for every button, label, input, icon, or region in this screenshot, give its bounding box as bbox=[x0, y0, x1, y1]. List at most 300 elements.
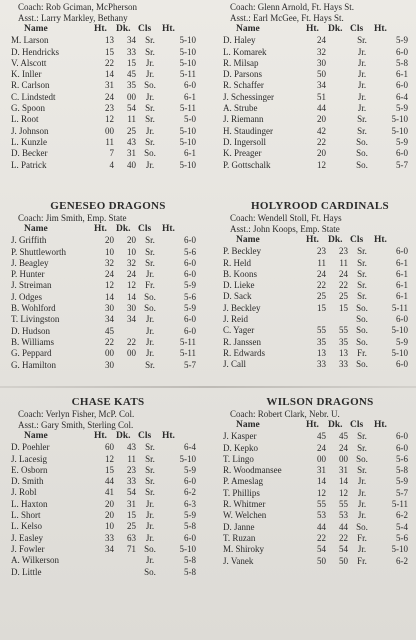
player-class: Jr. bbox=[357, 80, 367, 91]
player-row bbox=[10, 487, 206, 498]
player-height: 6-4 bbox=[396, 91, 408, 102]
player-height: 5-10 bbox=[179, 57, 196, 68]
player-class: Fr. bbox=[357, 347, 367, 358]
player-number: 32 bbox=[317, 46, 326, 57]
player-name: G. Peppard bbox=[11, 348, 52, 359]
player-number: 24 bbox=[317, 35, 326, 46]
player-row bbox=[222, 80, 416, 91]
player-class: So. bbox=[144, 291, 156, 302]
page-fold bbox=[0, 386, 416, 388]
player-number-dark: 33 bbox=[127, 476, 136, 487]
player-number: 20 bbox=[105, 510, 114, 521]
player-height: 5-10 bbox=[391, 347, 408, 358]
player-height: 5-4 bbox=[396, 521, 408, 532]
player-row bbox=[222, 280, 416, 291]
player-number-dark: 15 bbox=[127, 57, 136, 68]
player-number-dark: 25 bbox=[127, 521, 136, 532]
player-name: J. Johnson bbox=[11, 125, 49, 136]
player-number-dark: 45 bbox=[339, 431, 348, 442]
player-class: Jr. bbox=[357, 103, 367, 114]
player-name: R. Whitmer bbox=[223, 499, 266, 510]
player-number: 00 bbox=[317, 453, 326, 464]
player-class: Jr. bbox=[357, 91, 367, 102]
coach-line: Asst.: John Koops, Emp. State bbox=[230, 224, 340, 234]
column-header: Dk. bbox=[116, 224, 131, 234]
player-class: Jr. bbox=[145, 57, 155, 68]
player-number-dark: 35 bbox=[339, 336, 348, 347]
player-number: 00 bbox=[105, 125, 114, 136]
player-number-dark: 14 bbox=[127, 291, 136, 302]
player-class: Sr. bbox=[145, 453, 155, 464]
player-height: 5-7 bbox=[184, 359, 196, 370]
player-number: 41 bbox=[105, 487, 114, 498]
player-height: 5-9 bbox=[184, 510, 196, 521]
player-height: 5-7 bbox=[396, 159, 408, 170]
player-name: G. Hamilton bbox=[11, 359, 56, 370]
player-row bbox=[10, 103, 206, 114]
player-height: 6-1 bbox=[396, 291, 408, 302]
player-name: M. Shiroky bbox=[223, 544, 265, 555]
team-name: HOLYROOD CARDINALS bbox=[251, 200, 389, 212]
player-height: 6-0 bbox=[184, 80, 196, 91]
player-class: So. bbox=[356, 521, 368, 532]
player-class: Sr. bbox=[357, 246, 367, 257]
player-row bbox=[222, 454, 416, 465]
player-height: 6-1 bbox=[396, 268, 408, 279]
roster-header bbox=[222, 235, 416, 246]
player-height: 6-0 bbox=[396, 80, 408, 91]
player-number: 20 bbox=[317, 148, 326, 159]
player-row bbox=[222, 337, 416, 348]
player-height: 5-10 bbox=[179, 453, 196, 464]
player-name: K. Preager bbox=[223, 148, 262, 159]
player-row bbox=[10, 499, 206, 510]
player-class: Sr. bbox=[357, 465, 367, 476]
player-class: Jr. bbox=[145, 336, 155, 347]
player-height: 6-0 bbox=[184, 476, 196, 487]
player-row bbox=[10, 47, 206, 58]
player-row bbox=[10, 348, 206, 359]
player-number-dark: 10 bbox=[127, 246, 136, 257]
coach-line: Coach: Wendell Stoll, Ft. Hays bbox=[230, 213, 342, 223]
player-number: 20 bbox=[317, 114, 326, 125]
player-number-dark: 34 bbox=[127, 35, 136, 46]
player-height: 5-10 bbox=[179, 159, 196, 170]
player-name: T. Ruzan bbox=[223, 532, 256, 543]
player-number: 31 bbox=[105, 80, 114, 91]
player-number: 34 bbox=[317, 80, 326, 91]
player-height: 5-6 bbox=[184, 291, 196, 302]
player-name: R. Milsap bbox=[223, 57, 259, 68]
column-header: Name bbox=[236, 420, 260, 430]
player-number: 22 bbox=[317, 136, 326, 147]
player-number: 15 bbox=[105, 464, 114, 475]
column-header: Ht. bbox=[374, 235, 387, 245]
player-number: 24 bbox=[317, 268, 326, 279]
column-header: Ht. bbox=[162, 224, 175, 234]
player-name: J. Schessinger bbox=[223, 91, 274, 102]
player-class: Sr. bbox=[357, 125, 367, 136]
column-header: Ht. bbox=[162, 24, 175, 34]
player-row bbox=[222, 92, 416, 103]
player-name: J. Call bbox=[223, 359, 247, 370]
player-class: Jr. bbox=[145, 314, 155, 325]
player-row bbox=[222, 325, 416, 336]
column-header: Ht. bbox=[94, 224, 107, 234]
player-row bbox=[222, 303, 416, 314]
player-name: H. Staudinger bbox=[223, 125, 273, 136]
player-name: T. Livingston bbox=[11, 314, 60, 325]
player-row bbox=[222, 47, 416, 58]
player-height: 5-8 bbox=[184, 555, 196, 566]
player-name: R. Schaffer bbox=[223, 80, 264, 91]
player-number-dark: 12 bbox=[127, 280, 136, 291]
column-header: Name bbox=[24, 431, 48, 441]
player-height: 6-0 bbox=[396, 46, 408, 57]
player-name: J. Beckley bbox=[223, 302, 261, 313]
column-header: Dk. bbox=[116, 431, 131, 441]
player-row bbox=[222, 103, 416, 114]
player-number: 55 bbox=[317, 499, 326, 510]
player-number-dark: 63 bbox=[127, 532, 136, 543]
player-number: 00 bbox=[105, 348, 114, 359]
player-name: L. Haxton bbox=[11, 498, 48, 509]
player-name: P. Gottschalk bbox=[223, 159, 271, 170]
player-number: 20 bbox=[105, 235, 114, 246]
player-height: 6-3 bbox=[184, 498, 196, 509]
player-class: Fr. bbox=[357, 555, 367, 566]
player-number: 23 bbox=[105, 103, 114, 114]
player-name: D. Becker bbox=[11, 148, 48, 159]
player-class: Sr. bbox=[145, 476, 155, 487]
player-name: D. Kepko bbox=[223, 442, 258, 453]
player-number: 22 bbox=[105, 336, 114, 347]
player-number-dark bbox=[328, 137, 350, 148]
player-name: B. Williams bbox=[11, 336, 54, 347]
player-class: So. bbox=[144, 80, 156, 91]
player-number-dark: 25 bbox=[127, 125, 136, 136]
player-number-dark: 54 bbox=[339, 544, 348, 555]
player-row bbox=[10, 280, 206, 291]
player-number: 42 bbox=[317, 125, 326, 136]
player-number: 10 bbox=[105, 246, 114, 257]
player-row bbox=[10, 114, 206, 125]
player-row bbox=[222, 126, 416, 137]
player-number-dark: 13 bbox=[339, 347, 348, 358]
player-class: So. bbox=[356, 302, 368, 313]
player-height: 5-9 bbox=[396, 35, 408, 46]
coach-line: Coach: Glenn Arnold, Ft. Hays St. bbox=[230, 2, 354, 12]
coach-line: Asst.: Gary Smith, Sterling Col. bbox=[18, 420, 134, 430]
player-number-dark: 22 bbox=[127, 336, 136, 347]
player-name: M. Larson bbox=[11, 35, 49, 46]
coach-line: Asst.: Earl McGee, Ft. Hays St. bbox=[230, 13, 344, 23]
player-row bbox=[222, 443, 416, 454]
column-header: Dk. bbox=[328, 235, 343, 245]
player-class: So. bbox=[144, 303, 156, 314]
player-height: 5-9 bbox=[396, 103, 408, 114]
player-height: 6-1 bbox=[184, 91, 196, 102]
player-number: 44 bbox=[317, 103, 326, 114]
player-number: 51 bbox=[317, 91, 326, 102]
player-height: 5-6 bbox=[184, 246, 196, 257]
player-class: Jr. bbox=[357, 476, 367, 487]
player-number-dark: 43 bbox=[127, 442, 136, 453]
team-block bbox=[222, 2, 416, 171]
player-number: 25 bbox=[317, 291, 326, 302]
player-number-dark: 15 bbox=[127, 510, 136, 521]
player-row bbox=[10, 567, 206, 578]
player-number: 11 bbox=[105, 136, 114, 147]
player-name: D. Hudson bbox=[11, 325, 51, 336]
player-row bbox=[10, 326, 206, 337]
player-class: Jr. bbox=[145, 521, 155, 532]
column-header: Dk. bbox=[116, 24, 131, 34]
player-number: 30 bbox=[105, 303, 114, 314]
player-number-dark: 53 bbox=[339, 510, 348, 521]
player-number-dark: 50 bbox=[339, 555, 348, 566]
player-class: Sr. bbox=[145, 246, 155, 257]
player-number: 12 bbox=[105, 114, 114, 125]
player-row bbox=[10, 160, 206, 171]
player-name: R. Janssen bbox=[223, 336, 261, 347]
player-number: 53 bbox=[317, 510, 326, 521]
player-row bbox=[222, 314, 416, 325]
player-name: J. Griffith bbox=[11, 235, 47, 246]
player-height: 5-11 bbox=[391, 302, 408, 313]
player-number-dark: 33 bbox=[127, 46, 136, 57]
player-number-dark: 20 bbox=[127, 235, 136, 246]
player-height: 6-0 bbox=[396, 359, 408, 370]
player-number-dark bbox=[328, 314, 350, 325]
player-number: 34 bbox=[105, 314, 114, 325]
player-name: W. Welchen bbox=[223, 510, 267, 521]
player-number-dark bbox=[328, 58, 350, 69]
player-name: E. Osborn bbox=[11, 464, 48, 475]
player-height: 5-10 bbox=[391, 114, 408, 125]
player-number-dark bbox=[328, 126, 350, 137]
player-number-dark bbox=[328, 114, 350, 125]
player-height: 5-9 bbox=[184, 280, 196, 291]
player-name: L. Root bbox=[11, 114, 39, 125]
player-name: J. Kasper bbox=[223, 431, 257, 442]
player-number-dark bbox=[328, 80, 350, 91]
player-number: 11 bbox=[317, 257, 326, 268]
player-class: Fr. bbox=[357, 532, 367, 543]
player-number-dark: 24 bbox=[127, 269, 136, 280]
player-number: 50 bbox=[317, 555, 326, 566]
player-number: 45 bbox=[317, 431, 326, 442]
player-class: Jr. bbox=[357, 69, 367, 80]
player-number-dark bbox=[116, 360, 138, 371]
player-name: R. Woodmansee bbox=[223, 465, 282, 476]
coach-line: Coach: Jim Smith, Emp. State bbox=[18, 213, 127, 223]
player-height: 5-11 bbox=[179, 336, 196, 347]
player-height: 6-0 bbox=[396, 246, 408, 257]
player-class: Jr. bbox=[145, 125, 155, 136]
player-class: Jr. bbox=[145, 69, 155, 80]
player-height: 6-0 bbox=[184, 269, 196, 280]
player-name: V. Alscott bbox=[11, 57, 47, 68]
player-name: D. Haley bbox=[223, 35, 256, 46]
player-height: 6-1 bbox=[396, 280, 408, 291]
player-row bbox=[10, 35, 206, 46]
player-class: So. bbox=[356, 453, 368, 464]
player-number-dark: 23 bbox=[339, 246, 348, 257]
player-class: Sr. bbox=[357, 291, 367, 302]
player-height: 5-11 bbox=[179, 103, 196, 114]
player-number: 12 bbox=[317, 159, 326, 170]
player-row bbox=[222, 348, 416, 359]
player-row bbox=[222, 114, 416, 125]
player-number-dark: 33 bbox=[339, 359, 348, 370]
player-row bbox=[222, 58, 416, 69]
player-class: Sr. bbox=[145, 487, 155, 498]
team-block bbox=[222, 200, 416, 371]
player-number: 22 bbox=[317, 532, 326, 543]
player-row bbox=[10, 314, 206, 325]
player-class: Fr. bbox=[145, 280, 155, 291]
player-row bbox=[222, 556, 416, 567]
player-number: 15 bbox=[105, 46, 114, 57]
player-number-dark: 22 bbox=[339, 280, 348, 291]
player-number-dark bbox=[328, 35, 350, 46]
player-number: 31 bbox=[317, 465, 326, 476]
column-header: Ht. bbox=[162, 431, 175, 441]
player-number-dark bbox=[328, 160, 350, 171]
team-block bbox=[10, 2, 206, 171]
player-class: So. bbox=[356, 136, 368, 147]
player-number-dark: 45 bbox=[127, 69, 136, 80]
player-row bbox=[222, 269, 416, 280]
player-name: D. Lieke bbox=[223, 280, 255, 291]
player-number-dark bbox=[328, 103, 350, 114]
player-row bbox=[10, 58, 206, 69]
player-name: J. Odges bbox=[11, 291, 42, 302]
player-class: Sr. bbox=[145, 442, 155, 453]
column-header: Cls bbox=[350, 24, 364, 34]
player-height: 6-0 bbox=[396, 442, 408, 453]
player-height: 5-7 bbox=[396, 487, 408, 498]
player-name: A. Wilkerson bbox=[11, 555, 59, 566]
player-row bbox=[222, 544, 416, 555]
player-class: Jr. bbox=[357, 499, 367, 510]
player-number: 33 bbox=[105, 532, 114, 543]
player-number: 32 bbox=[105, 257, 114, 268]
player-height: 5-8 bbox=[184, 521, 196, 532]
player-name: P. Beckley bbox=[223, 246, 261, 257]
roster-header bbox=[10, 24, 206, 35]
player-number-dark: 00 bbox=[339, 453, 348, 464]
player-height: 5-10 bbox=[179, 125, 196, 136]
player-name: D. Janne bbox=[223, 521, 255, 532]
player-number: 14 bbox=[317, 476, 326, 487]
player-class: Jr. bbox=[145, 348, 155, 359]
player-height: 5-9 bbox=[396, 336, 408, 347]
player-name: J. Reid bbox=[223, 314, 249, 325]
player-number: 13 bbox=[105, 35, 114, 46]
player-number-dark: 11 bbox=[127, 453, 136, 464]
player-height: 6-0 bbox=[184, 235, 196, 246]
player-name: J. Streiman bbox=[11, 280, 52, 291]
player-number: 45 bbox=[105, 325, 114, 336]
player-class: Sr. bbox=[357, 268, 367, 279]
coach-line: Asst.: Larry Markley, Bethany bbox=[18, 13, 128, 23]
player-class: Jr. bbox=[357, 46, 367, 57]
player-height: 6-0 bbox=[184, 532, 196, 543]
player-height: 5-10 bbox=[391, 544, 408, 555]
player-name: R. Held bbox=[223, 257, 251, 268]
player-number bbox=[94, 567, 116, 578]
roster-header bbox=[10, 224, 206, 235]
player-number-dark: 24 bbox=[339, 442, 348, 453]
player-name: P. Ameslag bbox=[223, 476, 264, 487]
player-class: Sr. bbox=[145, 235, 155, 246]
column-header: Ht. bbox=[374, 420, 387, 430]
player-class: Jr. bbox=[145, 159, 155, 170]
player-row bbox=[222, 533, 416, 544]
player-row bbox=[10, 269, 206, 280]
player-height: 5-11 bbox=[391, 499, 408, 510]
player-number: 4 bbox=[109, 159, 114, 170]
player-number-dark bbox=[116, 567, 138, 578]
player-name: R. Edwards bbox=[223, 347, 265, 358]
player-number: 12 bbox=[105, 280, 114, 291]
player-height: 5-9 bbox=[184, 464, 196, 475]
player-row bbox=[222, 499, 416, 510]
player-number: 14 bbox=[105, 69, 114, 80]
player-height: 5-11 bbox=[179, 348, 196, 359]
player-row bbox=[10, 235, 206, 246]
player-number: 60 bbox=[105, 442, 114, 453]
player-number: 20 bbox=[105, 498, 114, 509]
player-number-dark: 14 bbox=[339, 476, 348, 487]
player-height: 6-0 bbox=[184, 257, 196, 268]
player-name: D. Sack bbox=[223, 291, 252, 302]
player-row bbox=[10, 80, 206, 91]
player-number-dark: 00 bbox=[127, 348, 136, 359]
team-name: CHASE KATS bbox=[71, 396, 145, 408]
column-header: Cls bbox=[350, 420, 364, 430]
player-number-dark: 44 bbox=[339, 521, 348, 532]
player-number bbox=[306, 314, 328, 325]
player-height: 5-6 bbox=[396, 532, 408, 543]
player-number: 54 bbox=[317, 544, 326, 555]
player-name: C. Lindstedt bbox=[11, 91, 56, 102]
player-name: D. Smith bbox=[11, 476, 44, 487]
column-header: Ht. bbox=[306, 24, 319, 34]
player-name: J. Fowler bbox=[11, 543, 45, 554]
player-height: 5-10 bbox=[391, 325, 408, 336]
team-name: GENESEO DRAGONS bbox=[50, 200, 166, 212]
player-name: P. Hunter bbox=[11, 269, 45, 280]
player-number: 33 bbox=[317, 359, 326, 370]
player-class: Sr. bbox=[357, 114, 367, 125]
player-row bbox=[10, 533, 206, 544]
player-number-dark: 11 bbox=[127, 114, 136, 125]
player-class: So. bbox=[356, 148, 368, 159]
player-name: J. Easley bbox=[11, 532, 43, 543]
player-height: 6-2 bbox=[184, 487, 196, 498]
player-number-dark: 31 bbox=[127, 498, 136, 509]
player-row bbox=[10, 258, 206, 269]
roster-header bbox=[222, 24, 416, 35]
player-number bbox=[94, 555, 116, 566]
player-class: So. bbox=[144, 148, 156, 159]
player-class: Sr. bbox=[145, 136, 155, 147]
player-row bbox=[10, 69, 206, 80]
player-number: 55 bbox=[317, 325, 326, 336]
